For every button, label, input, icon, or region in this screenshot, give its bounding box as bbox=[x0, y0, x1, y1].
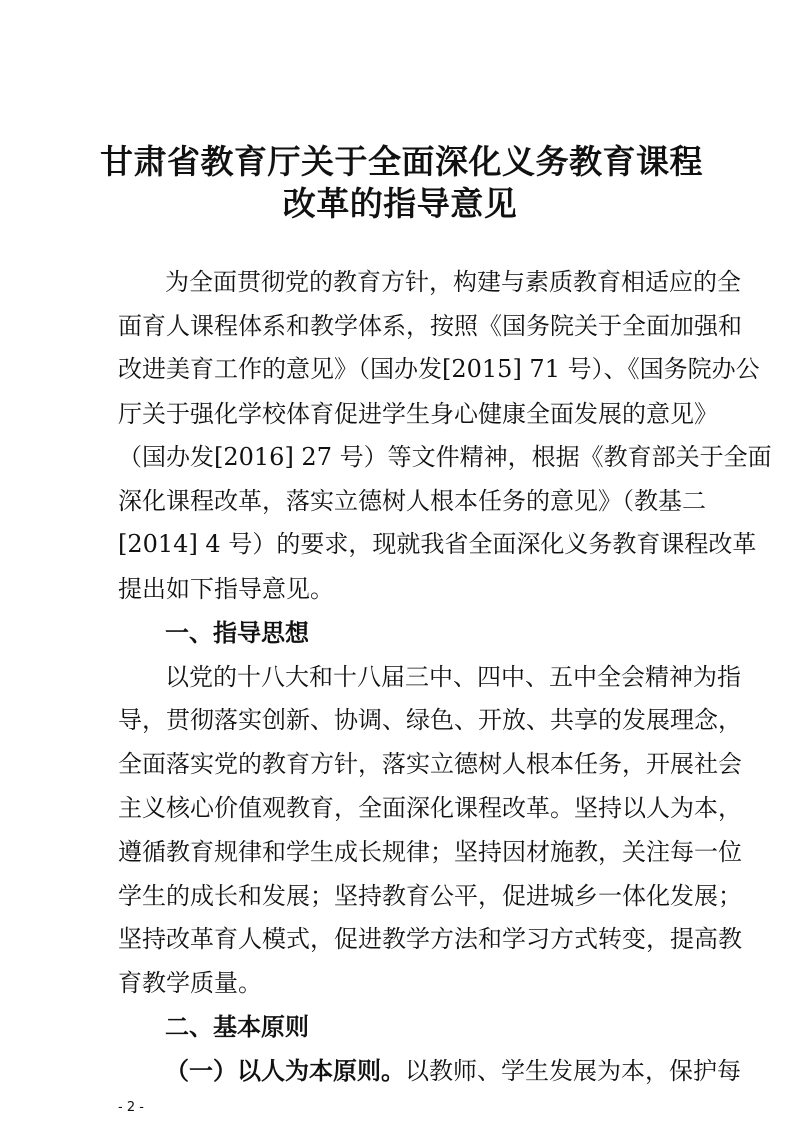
section1-line-3: 全面落实党的教育方针，落实立德树人根本任务，开展社会 bbox=[118, 750, 742, 778]
intro-line-5: （国办发[2016] 27 号）等文件精神，根据《教育部关于全面 bbox=[118, 443, 772, 471]
section1-line-2: 导，贯彻落实创新、协调、绿色、开放、共享的发展理念， bbox=[118, 706, 742, 734]
principle-1-title: （一）以人为本原则。 bbox=[165, 1057, 405, 1085]
section-heading-guiding-ideology: 一、指导思想 bbox=[165, 619, 309, 647]
intro-line-7: [2014] 4 号）的要求，现就我省全面深化义务教育课程改革 bbox=[118, 530, 757, 558]
intro-line-2: 面育人课程体系和教学体系，按照《国务院关于全面加强和 bbox=[118, 312, 742, 340]
section1-line-5: 遵循教育规律和学生成长规律；坚持因材施教，关注每一位 bbox=[118, 838, 742, 866]
section1-line-8: 育教学质量。 bbox=[118, 969, 262, 997]
intro-line-4: 厅关于强化学校体育促进学生身心健康全面发展的意见》 bbox=[118, 400, 718, 428]
intro-line-6: 深化课程改革，落实立德树人根本任务的意见》（教基二 bbox=[118, 487, 706, 515]
section-heading-basic-principles: 二、基本原则 bbox=[165, 1013, 309, 1041]
principle-1-line bbox=[165, 1054, 741, 1088]
intro-line-8: 提出如下指导意见。 bbox=[118, 575, 334, 603]
intro-line-1: 为全面贯彻党的教育方针，构建与素质教育相适应的全 bbox=[165, 268, 741, 296]
section1-line-4: 主义核心价值观教育，全面深化课程改革。坚持以人为本， bbox=[118, 794, 742, 822]
document-title-line-2: 改革的指导意见 bbox=[282, 184, 518, 223]
section1-line-6: 学生的成长和发展；坚持教育公平，促进城乡一体化发展； bbox=[118, 882, 742, 910]
document-title-line-1: 甘肃省教育厅关于全面深化义务教育课程 bbox=[100, 142, 703, 181]
intro-line-3: 改进美育工作的意见》（国办发[2015] 71 号）、《国务院办公 bbox=[118, 355, 760, 383]
principle-1-text: 以教师、学生发展为本，保护每 bbox=[405, 1057, 741, 1085]
section1-line-1: 以党的十八大和十八届三中、四中、五中全会精神为指 bbox=[165, 663, 741, 691]
section1-line-7: 坚持改革育人模式，促进教学方法和学习方式转变，提高教 bbox=[118, 925, 742, 953]
page-number: - 2 - bbox=[118, 1100, 144, 1115]
